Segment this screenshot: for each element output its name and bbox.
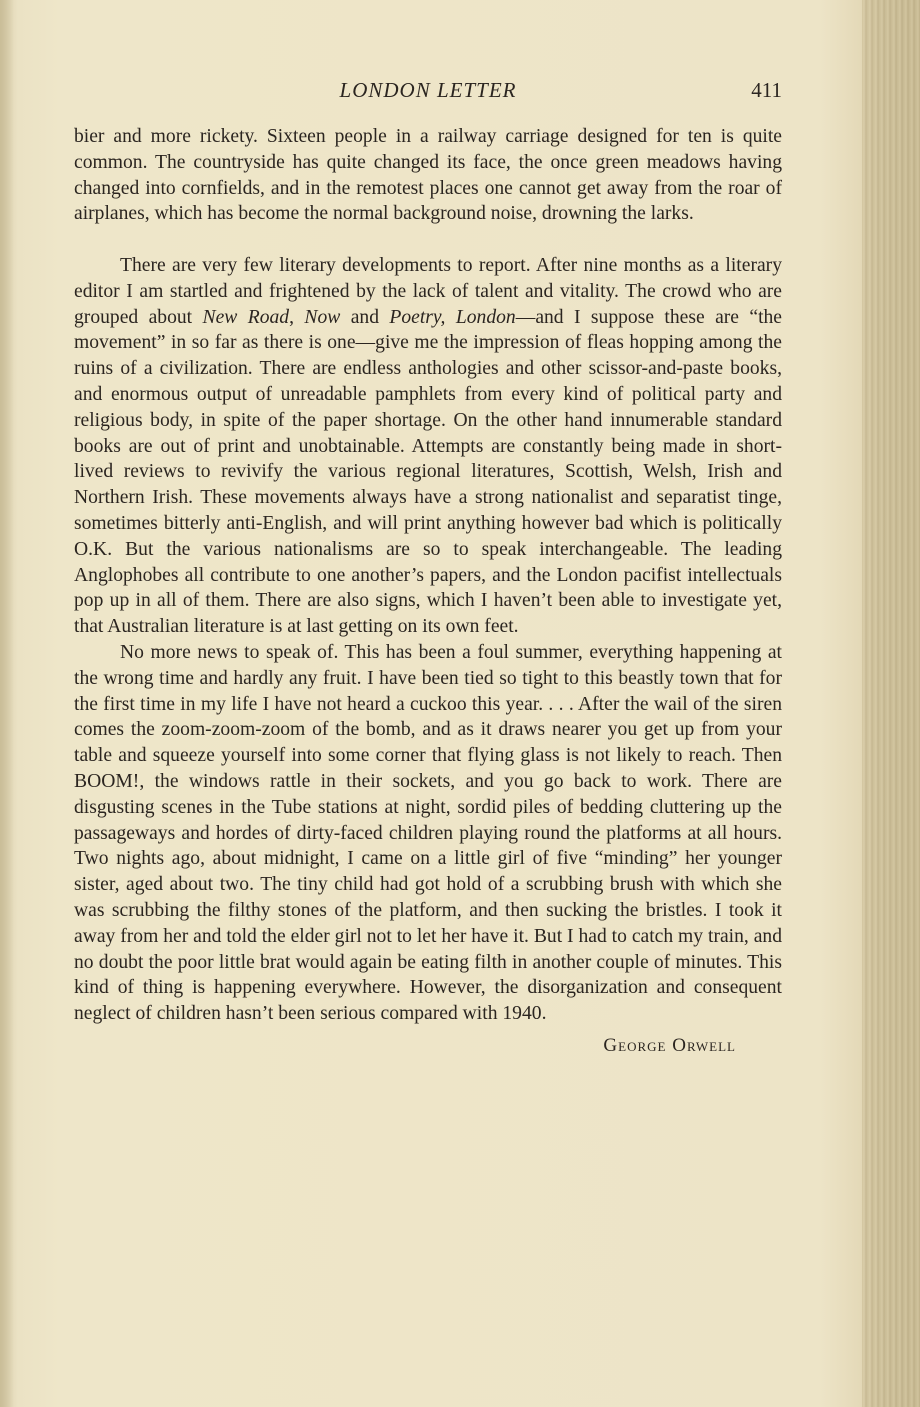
paragraph-2-rest: —and I suppose these are “the movement” in so far as there is one—give me the impression of fleas hopping among the ruins of a civilization. There are endless anthologies and other scissor-and-paste books, and enormous output of unreadable pamphlets from every kind of political party and religious body, in spite of the paper shortage. On the other hand innumerable standard books are out of print and unobtainable. Attempts are constantly being made in short-lived reviews to revivify the various regional literatures, Scottish, Welsh, Irish and Northern Irish. These movements always have a strong nationalist and separatist tinge, sometimes bitterly anti-English, and will print anything however bad which is politically O.K. But the various nationalisms are so to speak interchangeable. The leading Anglophobes all contribute to one another’s papers, and the London pacifist intellectuals pop up in all of them. There are also signs, which I haven’t been able to investigate yet, that Australian literature is at last getting on its own feet. <box>74 306 783 638</box>
paragraph-continued: bier and more rickety. Sixteen people in a railway carriage designed for ten is quite common. The countryside has quite changed its face, the once green meadows having changed into cornfields, and in the remotest places one cannot get away from the roar of airplanes, which has become the normal background noise, drowning the larks. <box>74 126 782 225</box>
page-gutter-shadow <box>0 0 14 1407</box>
title-new-road: New Road <box>202 306 290 328</box>
author-signature: George Orwell <box>603 1034 736 1056</box>
conjunction-and: and <box>340 306 390 328</box>
body-text <box>74 124 782 1059</box>
page-header <box>74 78 782 108</box>
title-now: Now <box>304 306 341 328</box>
page-edge-stack <box>862 0 920 1407</box>
paragraph-2-opening: There are very few literary developments to report. After nine months as a literary editor I am startled and frightened by the lack of talent and vitality. The crowd who are grouped about <box>74 254 782 328</box>
page-number: 411 <box>751 78 782 102</box>
paragraph-literary-developments <box>74 253 782 640</box>
separator-comma: , <box>289 306 305 328</box>
running-head: LONDON LETTER <box>339 78 517 102</box>
paragraph-no-more-news: No more news to speak of. This has been a foul summer, everything happening at the wrong time and hardly any fruit. I have been tied so tight to this beastly town that for the first time in my life I have not heard a cuckoo this year. . . . After the wail of the siren comes the zoom-zoom-zoom of the bomb, and as it draws nearer you get up from your table and squeeze yourself into some corner that flying glass is not likely to reach. Then BOOM!, the windows rattle in their sockets, and you go back to work. There are disgusting scenes in the Tube stations at night, sordid piles of bedding cluttering up the passageways and hordes of dirty-faced children playing round the platforms at all hours. Two nights ago, about midnight, I came on a little girl of five “minding” her younger sister, aged about two. The tiny child had got hold of a scrubbing brush with which she was scrubbing the filthy stones of the platform, and then sucking the bristles. I took it away from her and told the elder girl not to let her have it. But I had to catch my train, and no doubt the poor little brat would again be eating filth in another couple of minutes. This kind of thing is happening everywhere. However, the disorganization and consequent neglect of children hasn’t been serious compared with 1940. <box>74 641 782 1025</box>
title-poetry-london: Poetry, London <box>389 306 516 328</box>
